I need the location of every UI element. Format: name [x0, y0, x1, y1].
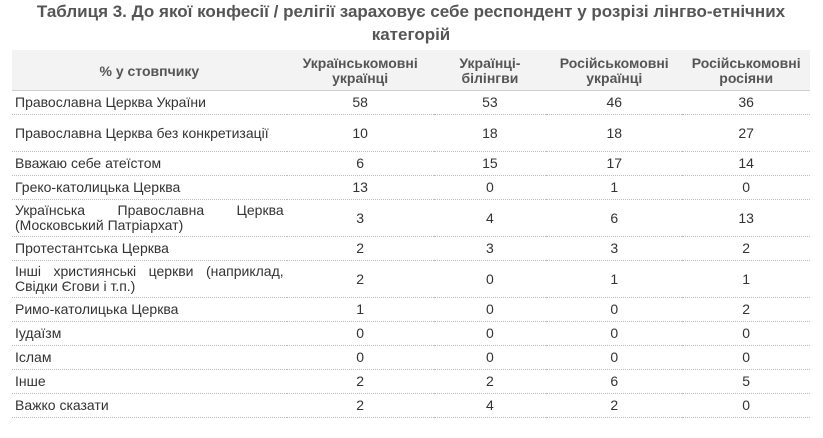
table-cell: 6: [546, 370, 682, 394]
row-label: Інше: [12, 370, 287, 394]
table-cell: 27: [682, 115, 810, 152]
table-cell: 0: [287, 346, 434, 370]
table-cell: 4: [434, 200, 546, 237]
table-cell: 58: [287, 91, 434, 115]
table-cell: 0: [682, 394, 810, 418]
table-row: [12, 152, 810, 176]
row-label: Іслам: [12, 346, 287, 370]
table-row: [12, 91, 810, 115]
table-cell: 18: [434, 115, 546, 152]
table-cell: 0: [682, 346, 810, 370]
table-cell: 4: [434, 394, 546, 418]
table-header-row: [12, 50, 810, 91]
column-header: Українці-білінгви: [434, 50, 546, 91]
table-row: [12, 237, 810, 261]
table-cell: 5: [682, 370, 810, 394]
table-cell: 2: [287, 394, 434, 418]
column-header: Українськомовні українці: [287, 50, 434, 91]
table-row: [12, 394, 810, 418]
table-cell: 2: [682, 298, 810, 322]
row-label: Православна Церква без конкретизації: [12, 115, 287, 152]
table-cell: 0: [434, 322, 546, 346]
row-label: Православна Церква України: [12, 91, 287, 115]
table-row: [12, 298, 810, 322]
table-cell: 0: [434, 261, 546, 298]
table-cell: 13: [287, 176, 434, 200]
table-cell: 3: [287, 200, 434, 237]
table-row: [12, 115, 810, 152]
table-cell: 2: [546, 394, 682, 418]
table-cell: 14: [682, 152, 810, 176]
table-cell: 15: [434, 152, 546, 176]
table-cell: 2: [287, 261, 434, 298]
table-cell: 3: [434, 237, 546, 261]
column-header: % у стовпчику: [12, 50, 287, 91]
table-cell: 0: [287, 322, 434, 346]
table-cell: 2: [287, 237, 434, 261]
table-row: [12, 370, 810, 394]
table-cell: 18: [546, 115, 682, 152]
table-row: [12, 261, 810, 298]
table-row: [12, 200, 810, 237]
table-cell: 2: [287, 370, 434, 394]
row-label: Українська Православна Церква (Московський Патріархат): [12, 200, 287, 237]
column-header: Російськомовні росіяни: [682, 50, 810, 91]
table-cell: 1: [546, 176, 682, 200]
table-row: [12, 176, 810, 200]
row-label: Протестантська Церква: [12, 237, 287, 261]
table-cell: 0: [546, 322, 682, 346]
table-cell: 46: [546, 91, 682, 115]
row-label: Інші християнські церкви (наприклад, Свідки Єгови і т.п.): [12, 261, 287, 298]
table-cell: 0: [682, 322, 810, 346]
table-cell: 0: [546, 346, 682, 370]
table-cell: 36: [682, 91, 810, 115]
table-cell: 1: [682, 261, 810, 298]
table-cell: 0: [546, 298, 682, 322]
table-title: Таблиця 3. До якої конфесії / релігії зараховує себе респондент у розрізі лінгво-етнічних категорій: [36, 2, 786, 44]
table-cell: 6: [546, 200, 682, 237]
table-cell: 0: [434, 346, 546, 370]
row-label: Іудаїзм: [12, 322, 287, 346]
table-row: [12, 322, 810, 346]
table-cell: 1: [287, 298, 434, 322]
table-cell: 0: [434, 176, 546, 200]
table-cell: 0: [434, 298, 546, 322]
table-cell: 13: [682, 200, 810, 237]
row-label: Греко-католицька Церква: [12, 176, 287, 200]
table-cell: 17: [546, 152, 682, 176]
table-row: [12, 346, 810, 370]
table-cell: 2: [434, 370, 546, 394]
table-cell: 3: [546, 237, 682, 261]
table-cell: 1: [546, 261, 682, 298]
row-label: Римо-католицька Церква: [12, 298, 287, 322]
table-cell: 0: [682, 176, 810, 200]
table-cell: 2: [682, 237, 810, 261]
column-header: Російськомовні українці: [546, 50, 682, 91]
table-cell: 10: [287, 115, 434, 152]
row-label: Важко сказати: [12, 394, 287, 418]
data-table: [12, 50, 810, 418]
table-cell: 53: [434, 91, 546, 115]
table-cell: 6: [287, 152, 434, 176]
row-label: Вважаю себе атеїстом: [12, 152, 287, 176]
